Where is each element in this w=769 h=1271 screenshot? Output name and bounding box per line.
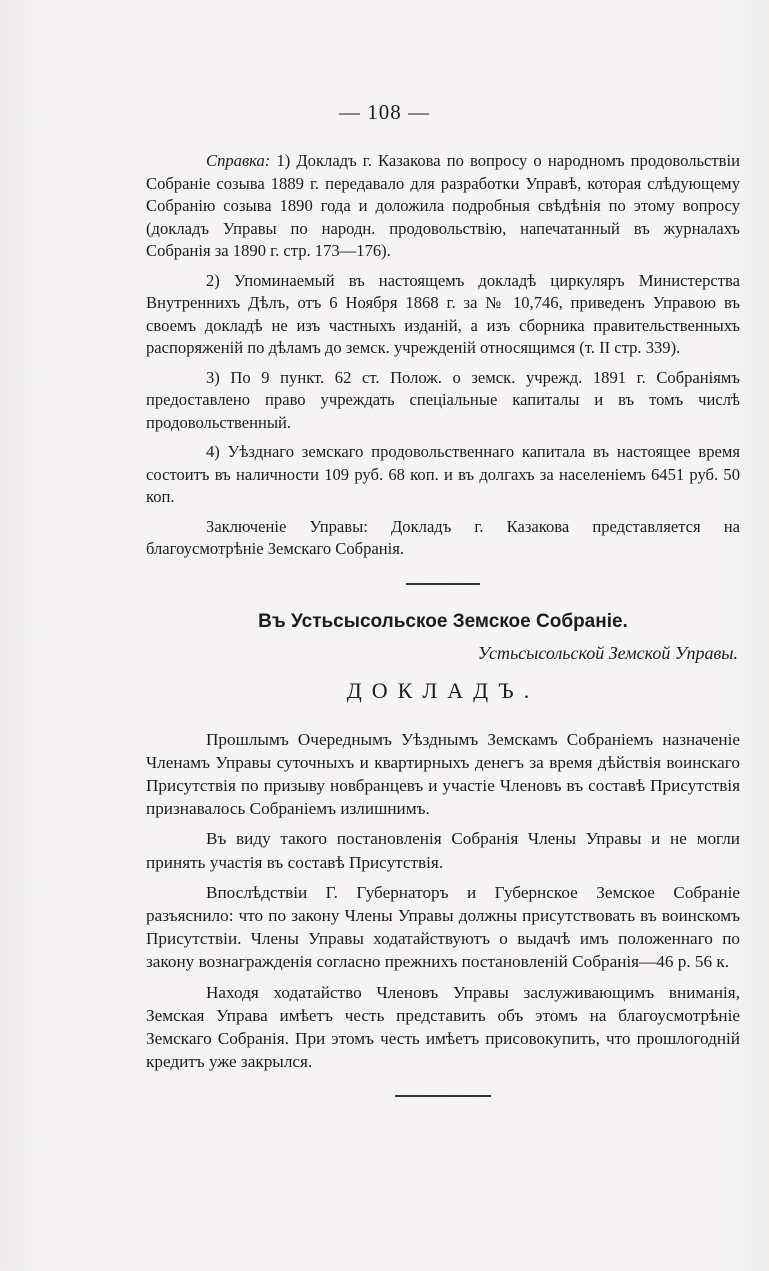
- note-1: [146, 150, 740, 263]
- report-paragraph-1: Прошлымъ Очереднымъ Уѣзднымъ Земскамъ Собраніемъ назначеніе Членамъ Управы суточныхъ и квартирныхъ денегъ за время дѣйствія воинскаго Присутствія по призыву новбранцевъ и участіе Членовъ въ составѣ Присутствія признавалось Собраніемъ излишнимъ.: [146, 729, 740, 819]
- page-number: — 108 —: [339, 100, 430, 124]
- text-column: [146, 150, 740, 1123]
- notes-block: [146, 150, 740, 561]
- report-paragraph-2: Въ виду такого постановленія Собранія Члены Управы и не могли принять участія въ составѣ Присутствія.: [146, 829, 740, 872]
- report-paragraph-4: Находя ходатайство Членовъ Управы заслуживающимъ вниманія, Земская Управа имѣетъ честь представить объ этомъ на благоусмотрѣніе Земскаго Собранія. При этомъ честь имѣетъ присовокупить, что прошлогодній кредитъ уже закрылся.: [146, 982, 740, 1072]
- report-body: [146, 728, 740, 1074]
- section-title: Въ Устьсысольское Земское Собраніе.: [258, 610, 628, 632]
- note-1-text: 1) Докладъ г. Казакова по вопросу о народномъ продовольствіи Собраніе созыва 1889 г. передавало для разработки Управѣ, которая слѣдующему Собранію созыва 1890 года и доложила подробныя свѣдѣнія по этому вопросу (докладъ Управы по народн. продовольствію, напечатанный въ журналахъ Собранія за 1890 г. стр. 173—176).: [146, 151, 740, 260]
- note-2: 2) Упоминаемый въ настоящемъ докладѣ циркуляръ Министерства Внутреннихъ Дѣлъ, отъ 6 Ноября 1868 г. за № 10,746, приведенъ Управою въ своемъ докладѣ не изъ частныхъ изданій, а изъ сборника правительственныхъ распоряженій по дѣламъ до земск. учрежденій относящимся (т. II стр. 339).: [146, 270, 740, 357]
- note-4: 4) Уѣзднаго земскаго продовольственнаго капитала въ настоящее время состоитъ въ наличности 109 руб. 68 коп. и въ долгахъ за населеніемъ 6451 руб. 50 коп.: [146, 442, 740, 506]
- end-divider: [395, 1095, 491, 1097]
- section-divider: [406, 583, 480, 585]
- report-heading: ДОКЛАДЪ.: [346, 677, 540, 703]
- note-3: 3) По 9 пункт. 62 ст. Полож. о земск. учрежд. 1891 г. Собраніямъ предоставлено право учреждать спеціальные капиталы и въ томъ числѣ продовольственный.: [146, 367, 740, 432]
- conclusion: Заключеніе Управы: Докладъ г. Казакова представляется на благоусмотрѣніе Земскаго Собранія.: [146, 516, 740, 558]
- note-1-lead: Справка:: [206, 151, 271, 170]
- addressee: Устьсысольской Земской Управы.: [477, 642, 738, 663]
- report-paragraph-3: Впослѣдствіи Г. Губернаторъ и Губернское Земское Собраніе разъяснило: что по закону Члены Управы должны присутствовать въ воинскомъ Присутствіи. Члены Управы ходатайствуютъ о выдачѣ имъ положеннаго по закону вознагражденія согласно прежнихъ постановленій Собранія—46 р. 56 к.: [146, 882, 740, 972]
